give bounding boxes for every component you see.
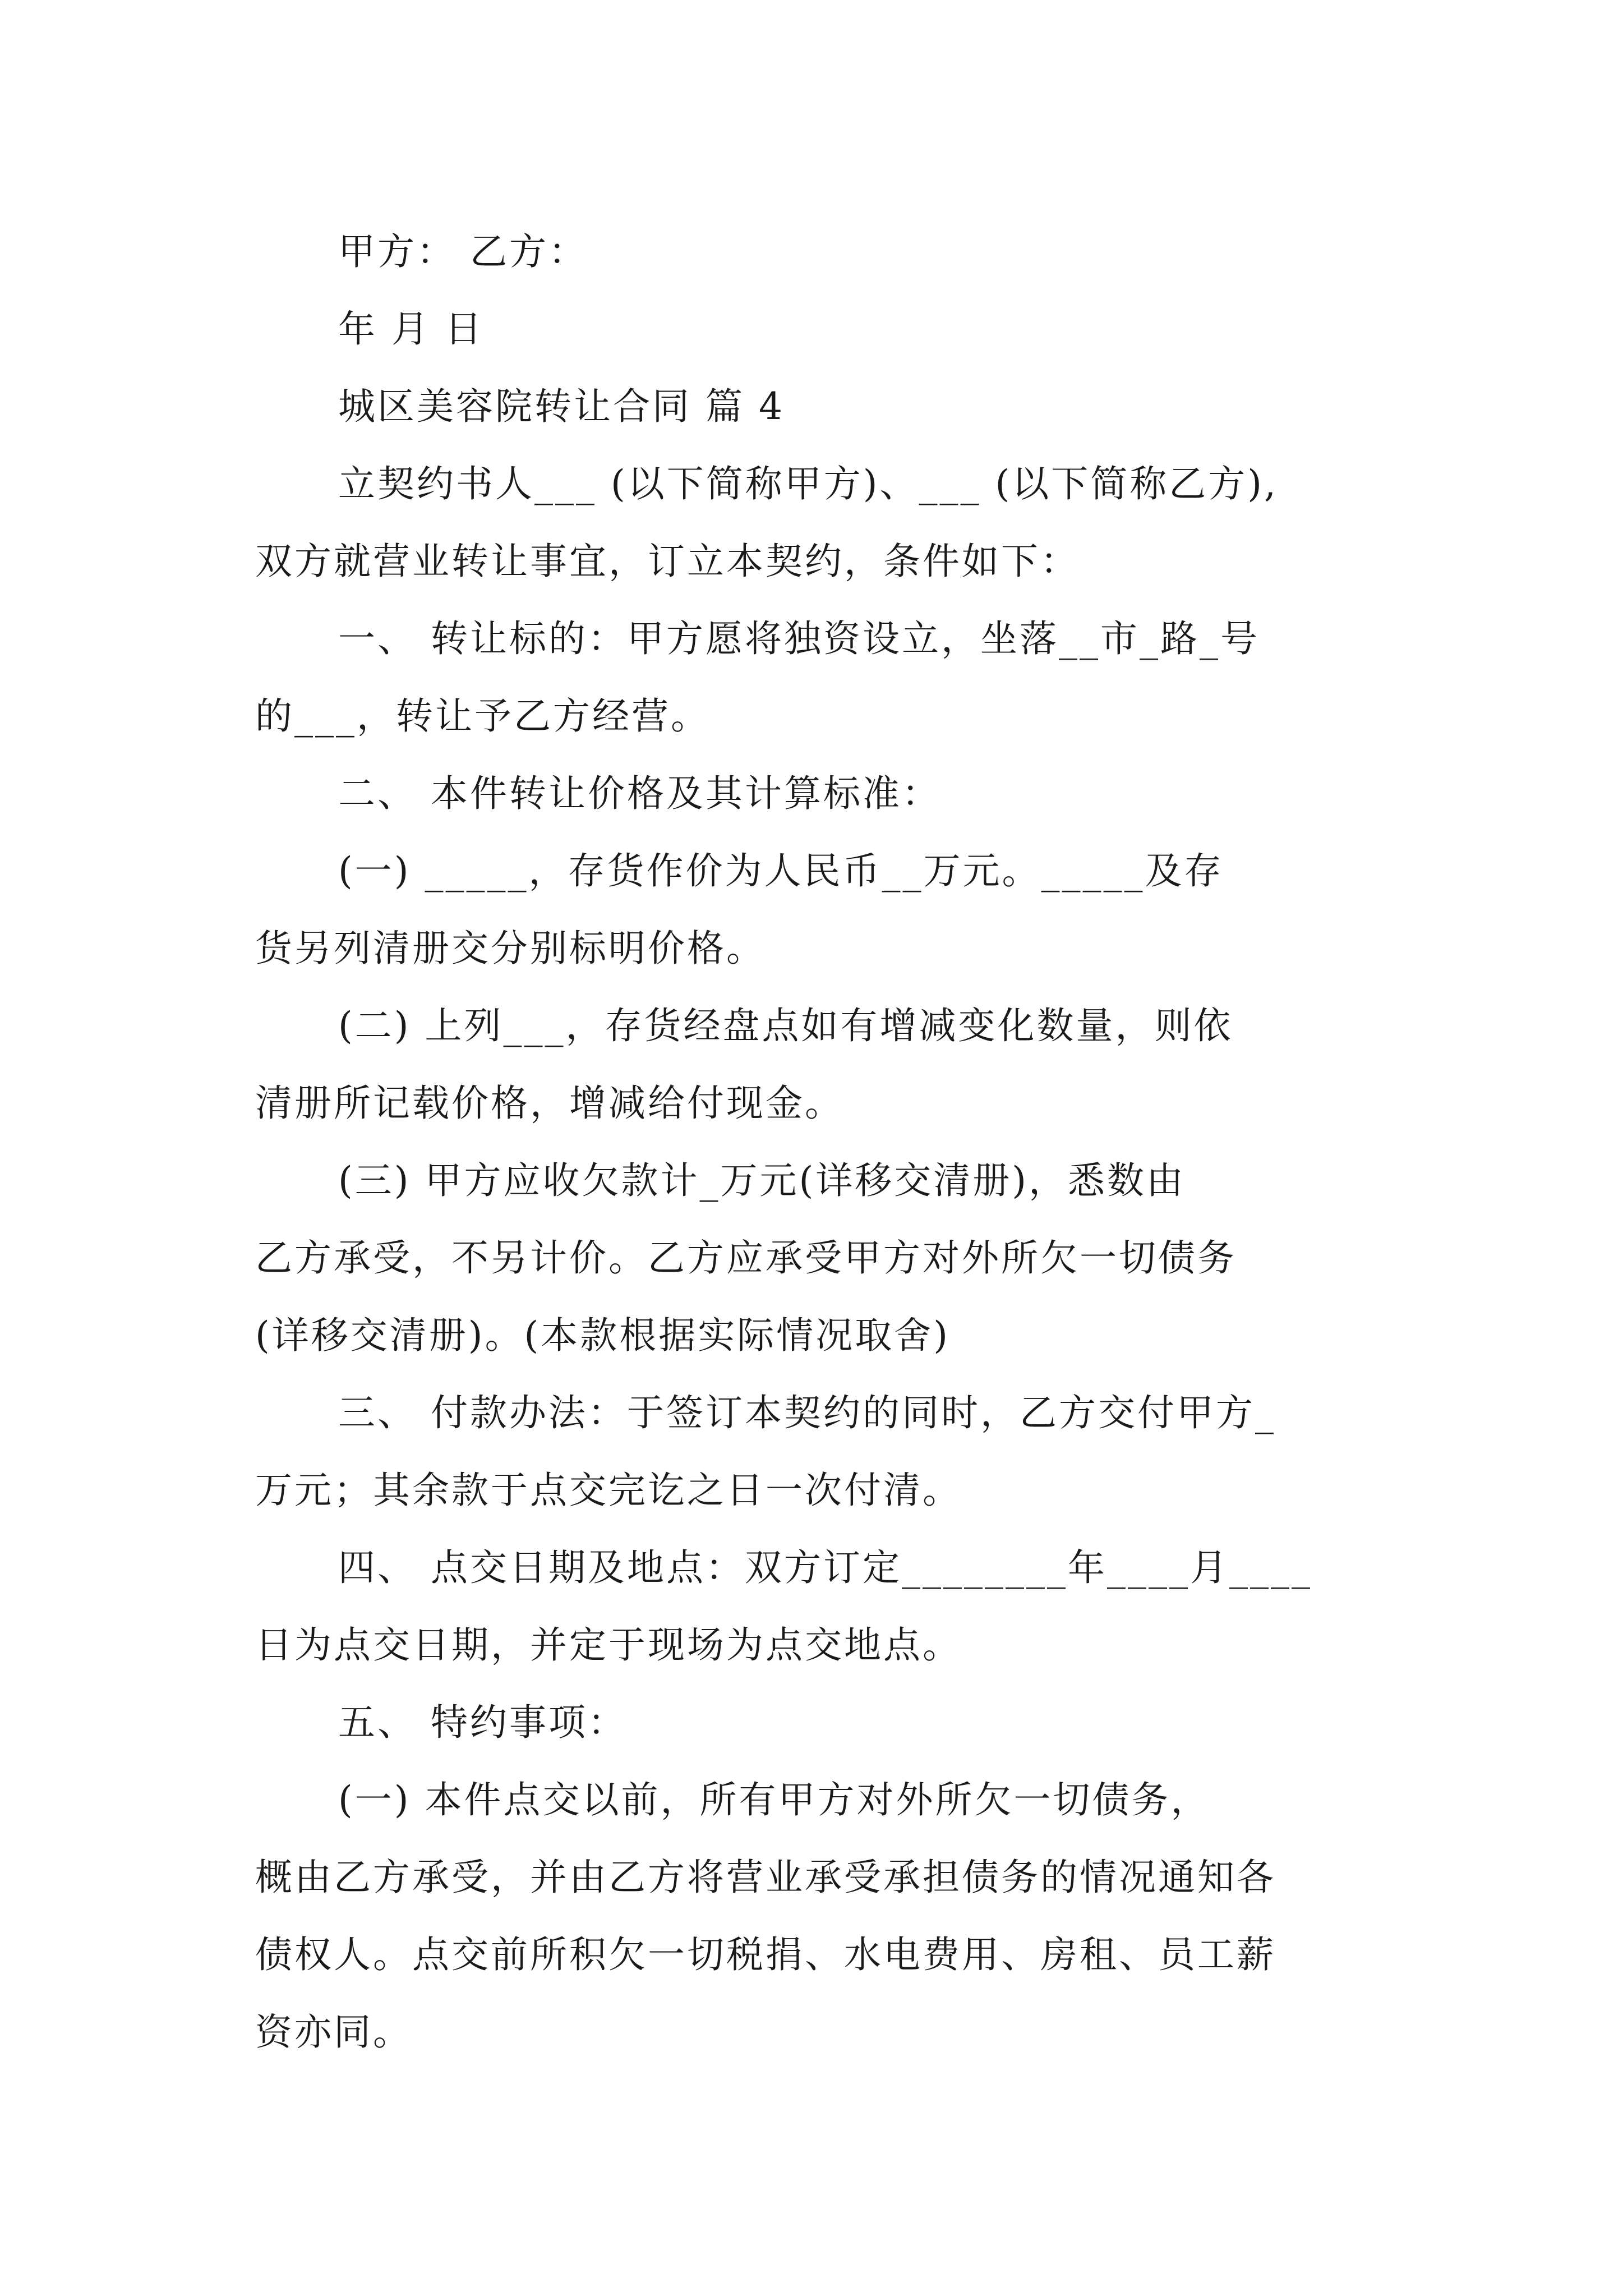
- clause-4-line: 四、 点交日期及地点：双方订定________年____月____: [338, 1546, 1312, 1589]
- clause-2-3-line: 乙方承受，不另计价。乙方应承受甲方对外所欠一切债务: [255, 1236, 1237, 1280]
- clause-3-line: 三、 付款办法：于签订本契约的同时，乙方交付甲方_: [338, 1391, 1276, 1434]
- clause-4-line: 日为点交日期，并定于现场为点交地点。: [255, 1623, 962, 1667]
- clause-2-1-line: 货另列清册交分别标明价格。: [255, 927, 766, 970]
- section-heading: 城区美容院转让合同 篇 4: [338, 385, 785, 428]
- clause-5-heading: 五、 特约事项：: [338, 1701, 627, 1744]
- contract-body: [255, 213, 1377, 2071]
- date-line: 年 月 日: [338, 307, 484, 351]
- clause-5-1-line: 概由乙方承受，并由乙方将营业承受承担债务的情况通知各: [255, 1856, 1276, 1899]
- clause-2-3-line: (三) 甲方应收欠款计_万元(详移交清册)，悉数由: [338, 1159, 1186, 1202]
- clause-5-1-line: 资亦同。: [255, 2010, 412, 2054]
- clause-2-2-line: (二) 上列___，存货经盘点如有增减变化数量，则依: [338, 1004, 1233, 1047]
- clause-1-line: 的___，转让予乙方经营。: [255, 694, 710, 738]
- party-signature-line: 甲方： 乙方：: [338, 230, 588, 273]
- clause-2-2-line: 清册所记载价格，增减给付现金。: [255, 1082, 844, 1125]
- clause-2-3-line: (详移交清册)。(本款根据实际情况取舍): [255, 1314, 950, 1357]
- clause-5-1-line: 债权人。点交前所积欠一切税捐、水电费用、房租、员工薪: [255, 1933, 1276, 1976]
- clause-2-1-line: (一) _____，存货作价为人民币__万元。_____及存: [338, 849, 1224, 892]
- clause-3-line: 万元；其余款于点交完讫之日一次付清。: [255, 1469, 962, 1512]
- clause-1-line: 一、 转让标的：甲方愿将独资设立，坐落__市_路_号: [338, 617, 1260, 660]
- paragraph-line: 双方就营业转让事宜，订立本契约，条件如下：: [255, 540, 1080, 583]
- clause-2-heading: 二、 本件转让价格及其计算标准：: [338, 772, 941, 815]
- paragraph-line: 立契约书人___ (以下简称甲方)、___ (以下简称乙方),: [338, 462, 1278, 505]
- clause-5-1-line: (一) 本件点交以前，所有甲方对外所欠一切债务，: [338, 1778, 1210, 1821]
